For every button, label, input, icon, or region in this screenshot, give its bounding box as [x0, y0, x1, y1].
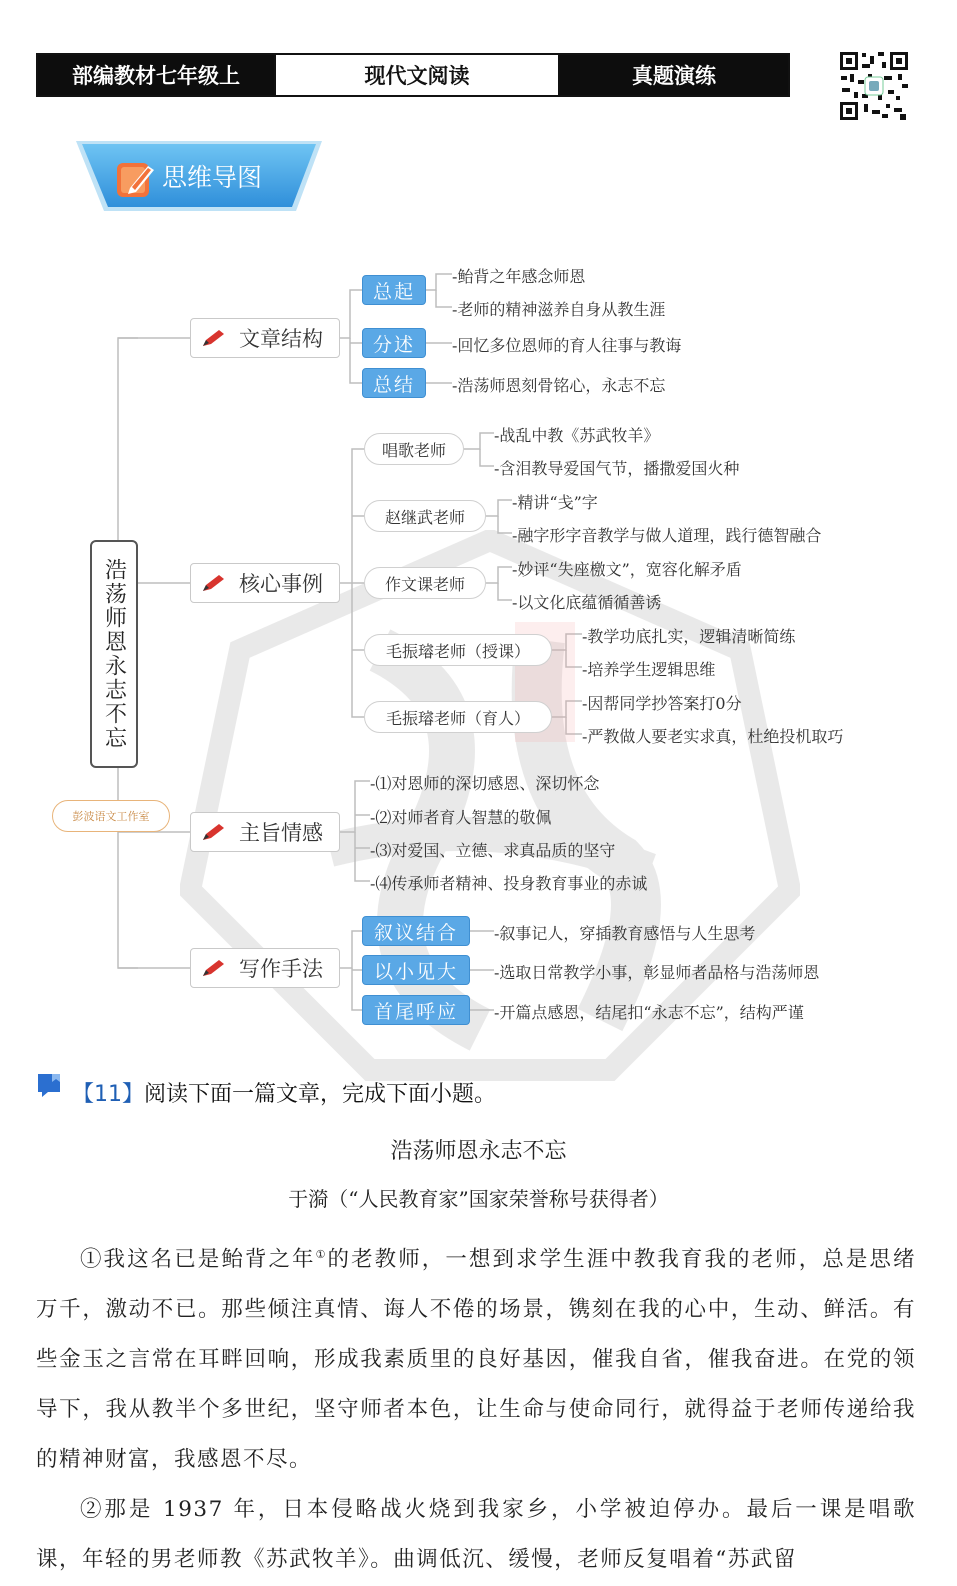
leaf: -⑶对爱国、立德、求真品质的坚守: [370, 841, 616, 860]
studio-stamp: 彭波语文工作室: [52, 800, 170, 832]
paragraph-1: [36, 1230, 916, 1485]
pencil-icon: [201, 573, 231, 593]
leaf: -叙事记人，穿插教育感悟与人生思考: [494, 924, 756, 943]
question-line: [72, 1077, 496, 1108]
leaf: -精讲“戋”字: [512, 493, 598, 512]
leaf: -战乱中教《苏武牧羊》: [494, 426, 660, 445]
header-bar: [36, 53, 790, 97]
pencil-icon: [201, 328, 231, 348]
tag-summary-start: 总起: [362, 275, 426, 305]
branch-label: 写作手法: [239, 957, 323, 981]
teacher-node: 作文课老师: [364, 567, 486, 599]
header-subject: 现代文阅读: [274, 55, 560, 95]
leaf: -回忆多位恩师的育人往事与教诲: [452, 336, 682, 355]
branch-label: 主旨情感: [239, 821, 323, 845]
leaf: -融字形字音教学与做人道理，践行德智融合: [512, 526, 822, 545]
mindmap-root: 浩荡师恩永志不忘: [90, 540, 138, 768]
header-grade: 部编教材七年级上: [38, 55, 274, 95]
footnote-ref[interactable]: ①: [315, 1248, 328, 1261]
question-bookmark-icon: [36, 1072, 64, 1098]
leaf: -因帮同学抄答案打0分: [582, 694, 742, 713]
qr-code-icon: [838, 50, 910, 122]
leaf: -严教做人要老实求真，杜绝投机取巧: [582, 727, 844, 746]
tag-summary-end: 总结: [362, 368, 426, 398]
pencil-icon: [201, 958, 231, 978]
leaf: -⑴对恩师的深切感恩、深切怀念: [370, 774, 600, 793]
teacher-node: 赵继武老师: [364, 500, 486, 532]
branch-theme: [190, 812, 340, 852]
teacher-node: 毛振璿老师（育人）: [364, 701, 552, 733]
mindmap-note-icon: [116, 160, 156, 198]
teacher-node: 唱歌老师: [364, 433, 464, 465]
pencil-icon: [201, 822, 231, 842]
branch-label: 核心事例: [239, 572, 323, 596]
branch-structure: [190, 318, 340, 358]
teacher-node: 毛振璿老师（授课）: [364, 634, 552, 666]
paragraph-text: ①我这名已是鲐背之年: [80, 1247, 316, 1273]
leaf: -⑵对师者育人智慧的敬佩: [370, 808, 552, 827]
tag-technique: 叙议结合: [362, 916, 470, 946]
article-title: 浩荡师恩永志不忘: [390, 1139, 567, 1164]
leaf: -以文化底蕴循循善诱: [512, 593, 662, 612]
branch-label: 文章结构: [239, 327, 323, 351]
article-body: [36, 1230, 916, 1585]
question-prompt: 阅读下面一篇文章，完成下面小题。: [144, 1082, 497, 1107]
leaf: -妙评“失座檄文”，宽容化解矛盾: [512, 560, 742, 579]
leaf: -老师的精神滋养自身从教生涯: [452, 300, 666, 319]
tag-technique: 以小见大: [362, 955, 470, 985]
leaf: -教学功底扎实，逻辑清晰简练: [582, 627, 796, 646]
paragraph-text: 的老教师，一想到求学生涯中教我育我的老师，总是思绪万千，激动不已。那些倾注真情、诲人不倦的场景，镌刻在我的心中，生动、鲜活。有些金玉之言常在耳畔回响，形成我素质里的良好基因，催我自省，催我奋进。在党的领导下，我从教半个多世纪，坚守师者本色，让生命与使命同行，就得益于老师传递给我的精神财富，我感恩不尽。: [36, 1247, 916, 1473]
tag-technique: 首尾呼应: [362, 995, 470, 1025]
leaf: -开篇点感恩，结尾扣“永志不忘”，结构严谨: [494, 1003, 804, 1022]
branch-writing: [190, 948, 340, 988]
banner-title: 思维导图: [162, 163, 263, 192]
branch-examples: [190, 563, 340, 603]
article-author: 于漪（“人民教育家”国家荣誉称号获得者）: [288, 1187, 669, 1211]
leaf: -培养学生逻辑思维: [582, 660, 716, 679]
leaf: -选取日常教学小事，彰显师者品格与浩荡师恩: [494, 963, 820, 982]
tag-narrate: 分述: [362, 328, 426, 358]
leaf: -鲐背之年感念师恩: [452, 267, 586, 286]
leaf: -含泪教导爱国气节，播撒爱国火种: [494, 459, 740, 478]
leaf: -⑷传承师者精神、投身教育事业的赤诚: [370, 874, 648, 893]
paragraph-2: ②那是 1937 年，日本侵略战火烧到我家乡，小学被迫停办。最后一课是唱歌课，年轻的男老师教《苏武牧羊》。曲调低沉、缓慢，老师反复唱着“苏武留: [36, 1497, 916, 1573]
header-section: 真题演练: [560, 55, 788, 95]
leaf: -浩荡师恩刻骨铭心，永志不忘: [452, 376, 666, 395]
question-number: 【11】: [72, 1082, 144, 1107]
